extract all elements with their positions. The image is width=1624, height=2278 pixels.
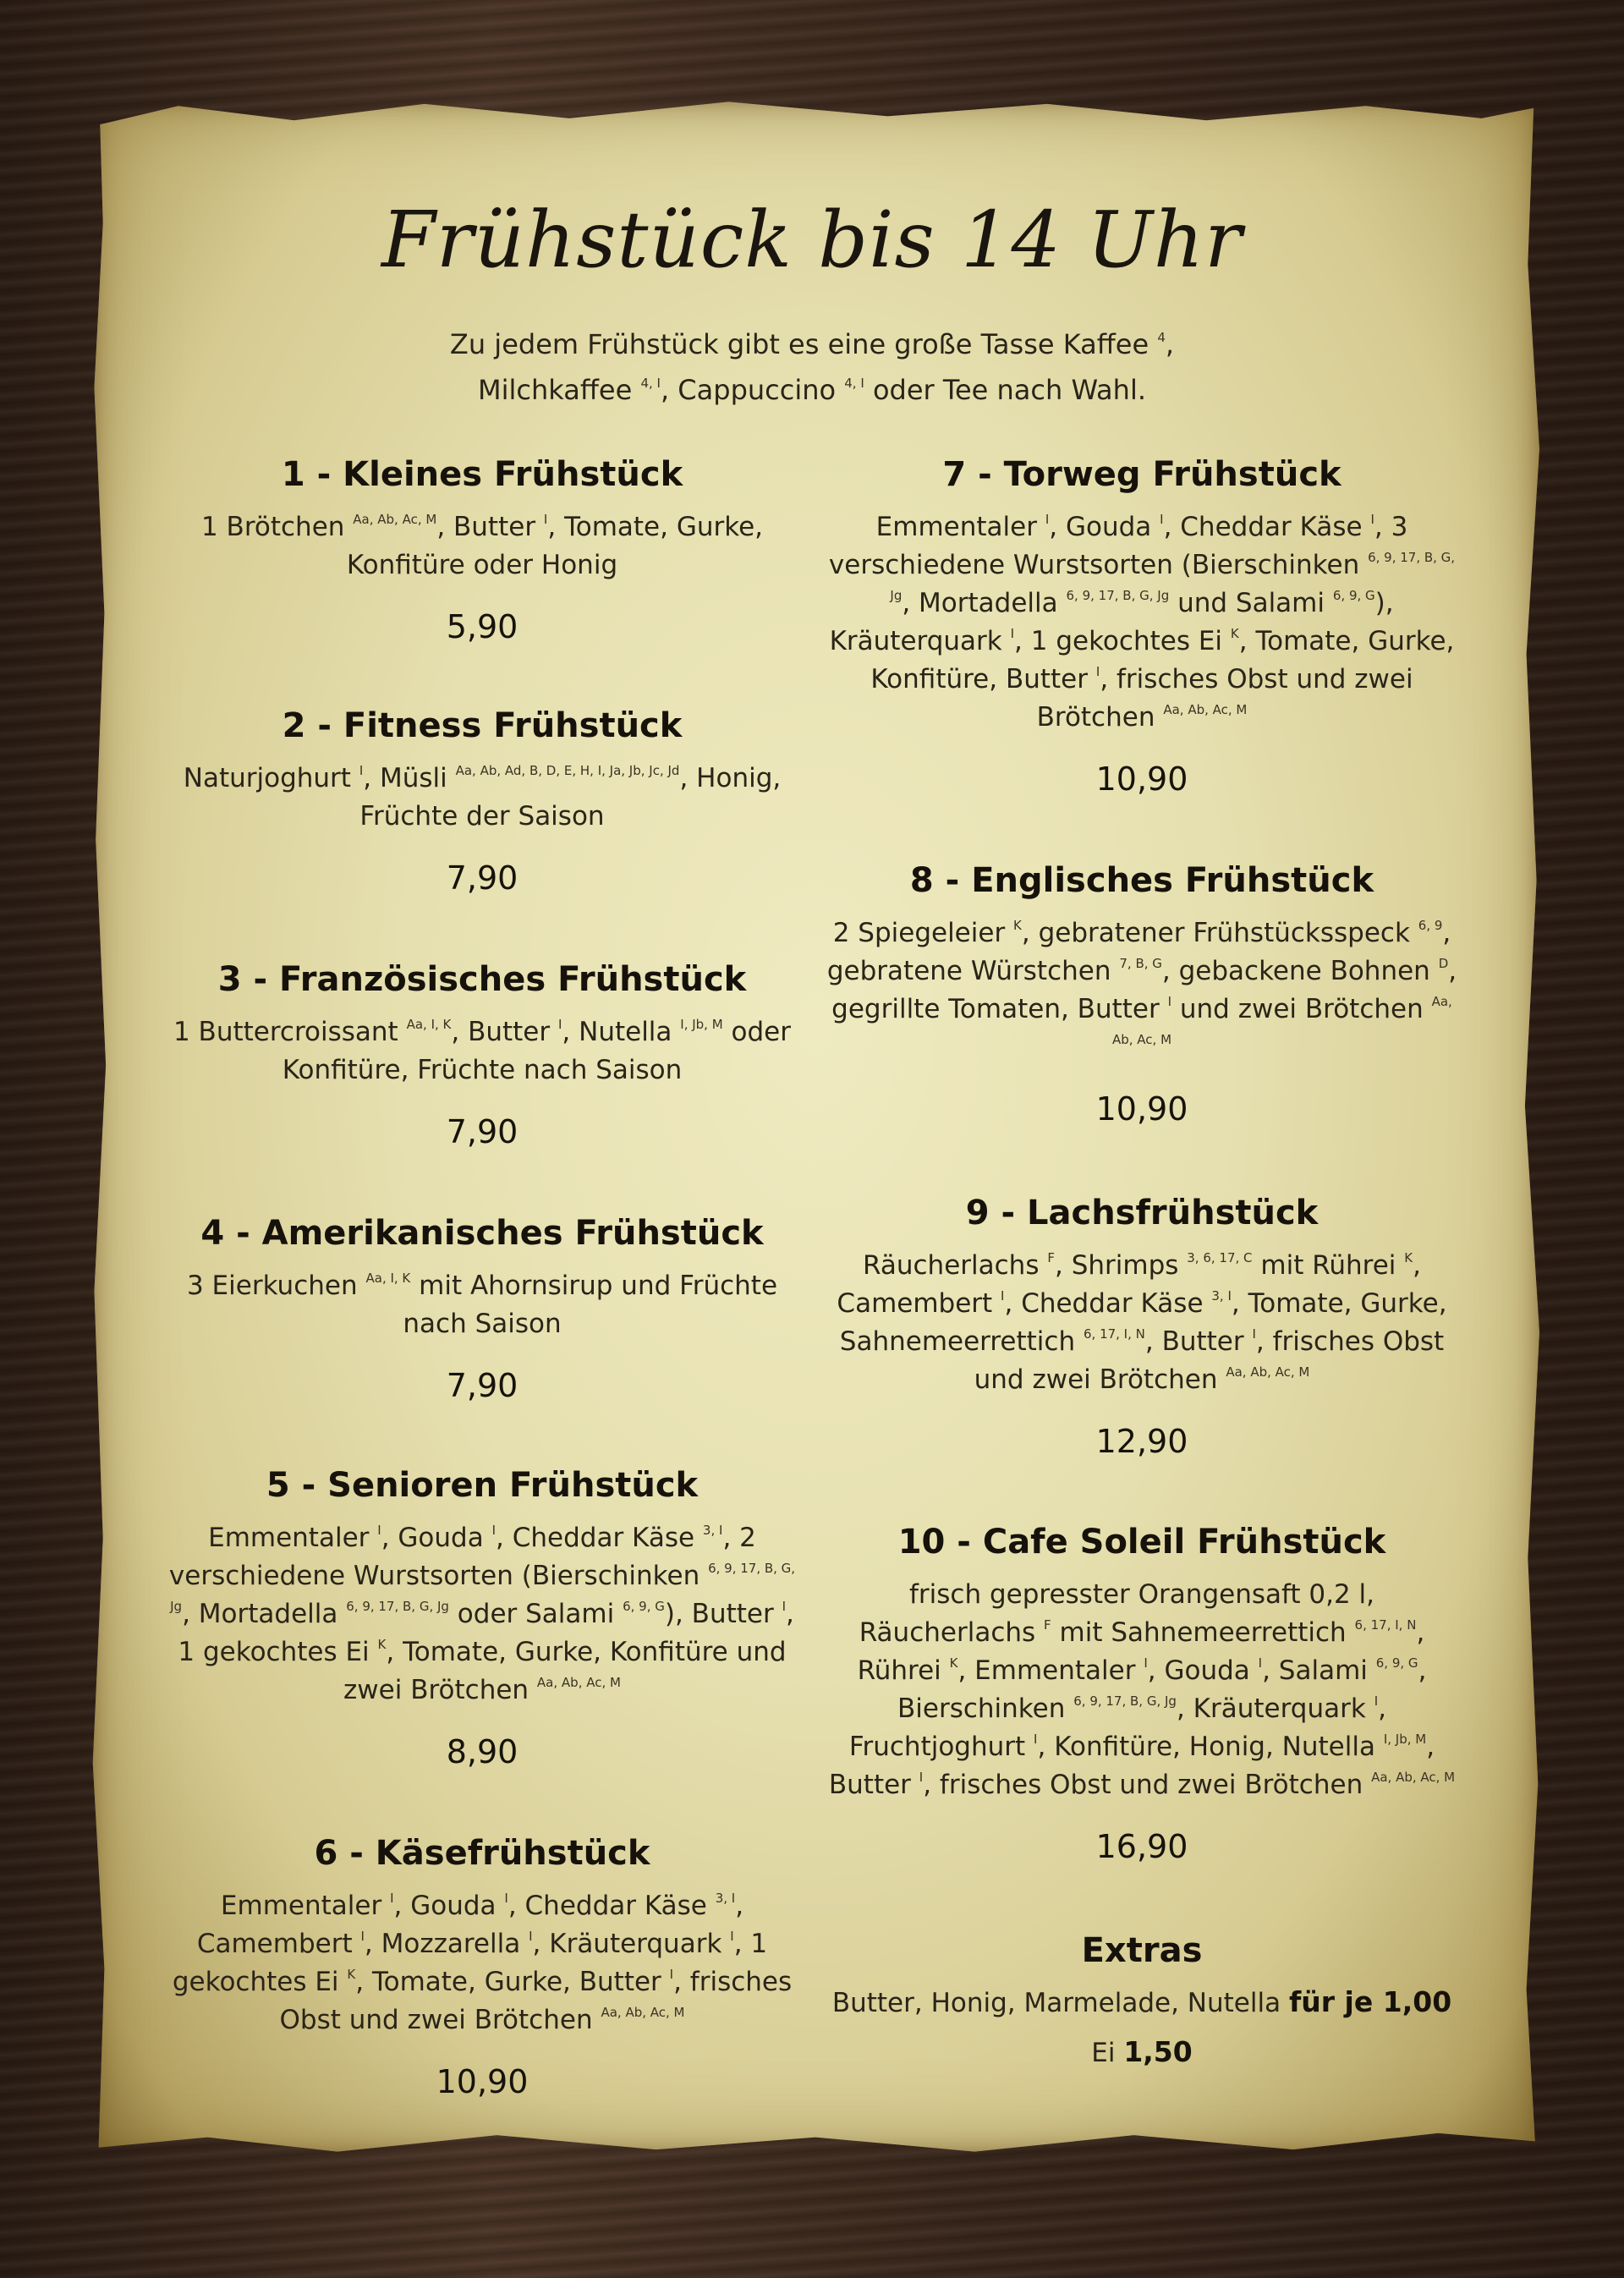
item-title: 3 - Französisches Frühstück [217, 960, 747, 999]
item-description: Emmentaler $^I$, Gouda $^I$, Cheddar Käse $^{3, I}$, 2 verschiedene Wurstsorten (Bierschinken $^{6, 9, 17, B, G, Jg}$, Mortadella $^{6, 9, 17, B, G, Jg}$ oder Salami $^{6, 9, G}$), Butter $^I$, 1 gekochtes Ei $^K$, Tomate, Gurke, Konfitüre und zwei Brötchen $^{Aa, Ab, Ac, M}$ [168, 1523, 796, 1705]
menu-item-4 [161, 1211, 804, 1406]
menu-item-5 [161, 1463, 804, 1772]
item-title: 9 - Lachsfrühstück [965, 1194, 1319, 1232]
menu-item-8 [820, 859, 1463, 1129]
item-description: Räucherlachs $^F$, Shrimps $^{3, 6, 17, C}$ mit Rührei $^K$, Camembert $^I$, Cheddar Käse $^{3, I}$, Tomate, Gurke, Sahnemeerrettich $^{6, 17, I, N}$, Butter $^I$, frisches Obst und zwei Brötchen $^{Aa, Ab, Ac, M}$ [837, 1250, 1447, 1395]
item-description: Naturjoghurt $^I$, Müsli $^{Aa, Ab, Ad, B, D, E, H, I, Ja, Jb, Jc, Jd}$, Honig, Früchte der Saison [183, 763, 782, 832]
menu-item-1 [161, 453, 804, 647]
item-price: 7,90 [446, 859, 518, 897]
item-title: 8 - Englisches Frühstück [909, 861, 1374, 900]
item-price: 7,90 [446, 1113, 518, 1150]
item-description: 1 Buttercroissant $^{Aa, I, K}$, Butter $^I$, Nutella $^{I, Jb, M}$ oder Konfitüre, Früchte nach Saison [173, 1017, 791, 1085]
menu-item-10 [820, 1520, 1463, 1867]
item-description: 3 Eierkuchen $^{Aa, I, K}$ mit Ahornsirup und Früchte nach Saison [186, 1271, 778, 1339]
extras-line-spreads: Butter, Honig, Marmelade, Nutella für je 1,00 [831, 1985, 1452, 2018]
extras-line-egg: Ei 1,50 [1091, 2035, 1193, 2068]
menu-item-7 [820, 453, 1463, 799]
item-description: Emmentaler $^I$, Gouda $^I$, Cheddar Käse $^I$, 3 verschiedene Wurstsorten (Bierschinken $^{6, 9, 17, B, G, Jg}$, Mortadella $^{6, 9, 17, B, G, Jg}$ und Salami $^{6, 9, G}$), Kräuterquark $^I$, 1 gekochtes Ei $^K$, Tomate, Gurke, Konfitüre, Butter $^I$, frisches Obst und zwei Brötchen $^{Aa, Ab, Ac, M}$ [828, 512, 1456, 733]
menu-item-3 [161, 958, 804, 1152]
item-description: Emmentaler $^I$, Gouda $^I$, Cheddar Käse $^{3, I}$, Camembert $^I$, Mozzarella $^I$, Kräuterquark $^I$, 1 gekochtes Ei $^K$, Tomate, Gurke, Butter $^I$, frisches Obst und zwei Brötchen $^{Aa, Ab, Ac, M}$ [172, 1891, 793, 2035]
item-description: 2 Spiegeleier $^K$, gebratener Frühstücksspeck $^{6, 9}$, gebratene Würstchen $^{7, B, G}$, gebackene Bohnen $^D$, gegrillte Tomaten, Butter $^I$ und zwei Brötchen $^{Aa, Ab, Ac, M}$ [826, 918, 1457, 1047]
item-title: 10 - Cafe Soleil Frühstück [897, 1523, 1386, 1562]
extras-section [820, 1929, 1463, 2072]
item-title: 4 - Amerikanisches Frühstück [200, 1214, 764, 1253]
item-title: 7 - Torweg Frühstück [942, 455, 1341, 494]
item-price: 10,90 [1095, 1090, 1188, 1128]
item-price: 5,90 [446, 608, 518, 645]
item-description: frisch gepresster Orangensaft 0,2 l, Räucherlachs $^F$ mit Sahnemeerrettich $^{6, 17, I, N}$, Rührei $^K$, Emmentaler $^I$, Gouda $^I$, Salami $^{6, 9, G}$, Bierschinken $^{6, 9, 17, B, G, Jg}$, Kräuterquark $^I$, Fruchtjoghurt $^I$, Konfitüre, Honig, Nutella $^{I, Jb, M}$, Butter $^I$, frisches Obst und zwei Brötchen $^{Aa, Ab, Ac, M}$ [828, 1579, 1456, 1800]
item-price: 16,90 [1095, 1828, 1188, 1865]
item-title: 1 - Kleines Frühstück [281, 455, 683, 494]
extras-title: Extras [1081, 1931, 1203, 1970]
item-title: 2 - Fitness Frühstück [282, 706, 683, 745]
item-price: 8,90 [446, 1733, 518, 1770]
menu-title: Frühstück bis 14 Uhr [381, 195, 1243, 285]
item-title: 6 - Käsefrühstück [314, 1834, 650, 1873]
item-price: 7,90 [446, 1367, 518, 1404]
intro-text: Zu jedem Frühstück gibt es eine große Tasse Kaffee $^4$, Milchkaffee $^{4, I}$, Cappuccino $^{4, I}$ oder Tee nach Wahl. [449, 328, 1175, 406]
menu-item-2 [161, 704, 804, 898]
item-price: 12,90 [1095, 1423, 1188, 1460]
item-title: 5 - Senioren Frühstück [266, 1466, 699, 1505]
menu-item-6 [161, 1831, 804, 2102]
menu-item-9 [820, 1191, 1463, 1462]
item-price: 10,90 [1095, 760, 1188, 798]
item-description: 1 Brötchen $^{Aa, Ab, Ac, M}$, Butter $^I$, Tomate, Gurke, Konfitüre oder Honig [200, 512, 764, 580]
item-price: 10,90 [436, 2063, 529, 2100]
